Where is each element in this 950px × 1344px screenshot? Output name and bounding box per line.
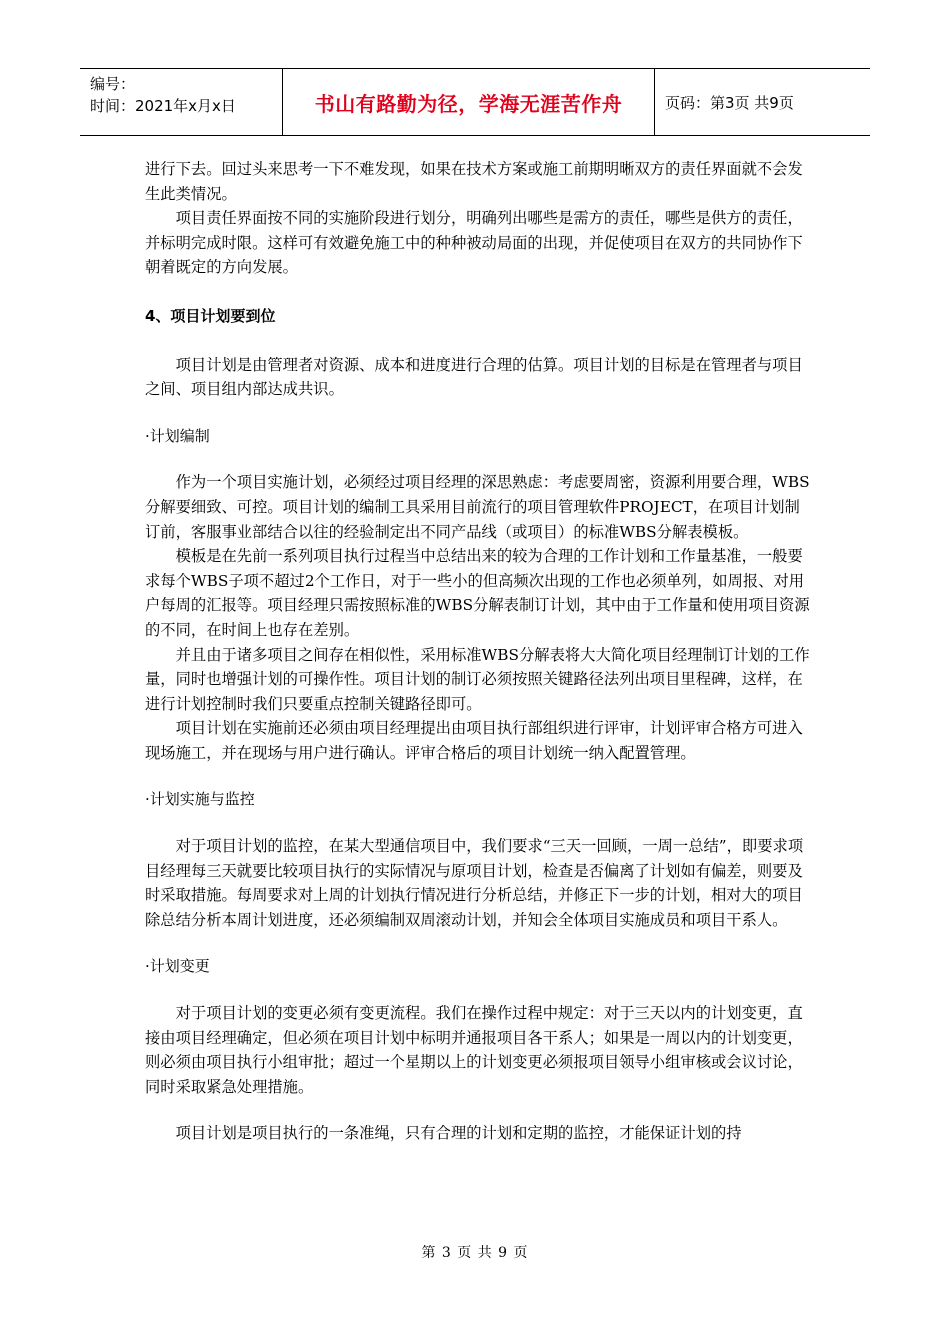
document-header — [80, 68, 870, 136]
paragraph: 项目责任界面按不同的实施阶段进行划分，明确列出哪些是需方的责任，哪些是供方的责任，并标明完成时限。这样可有效避免施工中的种种被动局面的出现，并促使项目在双方的共同协作下朝着既定的方向发展。 — [145, 209, 803, 277]
header-motto: 书山有路勤为径，学海无涯苦作舟 — [283, 69, 655, 135]
page-footer: 第 3 页 共 9 页 — [421, 1245, 529, 1261]
paragraph: 并且由于诸多项目之间存在相似性，采用标准WBS分解表将大大简化项目经理制订计划的工作量，同时也增强计划的可操作性。项目计划的制订必须按照关键路径法列出项目里程碑，这样，在进行计划控制时我们只要重点控制关键路径即可。 — [145, 645, 810, 713]
subsection-heading: ·计划变更 — [145, 957, 210, 976]
header-page-label: 页码：第3页 共9页 — [665, 93, 794, 112]
paragraph: 进行下去。回过头来思考一下不难发现，如果在技术方案或施工前期明晰双方的责任界面就不会发生此类情况。 — [145, 160, 803, 203]
subsection-heading: ·计划实施与监控 — [145, 790, 255, 809]
subsection-heading: ·计划编制 — [145, 426, 210, 445]
paragraph: 项目计划在实施前还必须由项目经理提出由项目执行部组织进行评审，计划评审合格方可进入现场施工，并在现场与用户进行确认。评审合格后的项目计划统一纳入配置管理。 — [145, 719, 803, 762]
date-label: 时间：2021年x月x日 — [90, 97, 236, 115]
paragraph: 模板是在先前一系列项目执行过程当中总结出来的较为合理的工作计划和工作量基准，一般要求每个WBS子项不超过2个工作日，对于一些小的但高频次出现的工作也必须单列，如周报、对用户每周的汇报等。项目经理只需按照标准的WBS分解表制订计划，其中由于工作量和使用项目资源的不同，在时间上也存在差别。 — [145, 547, 810, 639]
paragraph: 项目计划是由管理者对资源、成本和进度进行合理的估算。项目计划的目标是在管理者与项目之间、项目组内部达成共识。 — [145, 355, 803, 399]
header-meta — [80, 69, 283, 135]
section-heading: 4、项目计划要到位 — [145, 306, 276, 325]
paragraph: 对于项目计划的监控，在某大型通信项目中，我们要求“三天一回顾，一周一总结”，即要求项目经理每三天就要比较项目执行的实际情况与原项目计划，检查是否偏离了计划如有偏差，则要及时采取措施。每周要求对上周的计划执行情况进行分析总结，并修正下一步的计划，相对大的项目除总结分析本周计划进度，还必须编制双周滚动计划，并知会全体项目实施成员和项目干系人。 — [145, 837, 804, 929]
paragraph: 对于项目计划的变更必须有变更流程。我们在操作过程中规定：对于三天以内的计划变更，直接由项目经理确定，但必须在项目计划中标明并通报项目各干系人；如果是一周以内的计划变更，则必须由项目执行小组审批；超过一个星期以上的计划变更必须报项目领导小组审核或会议讨论，同时采取紧急处理措施。 — [145, 1004, 803, 1096]
document-body — [145, 157, 810, 1146]
number-label: 编号： — [90, 75, 136, 93]
paragraph: 作为一个项目实施计划，必须经过项目经理的深思熟虑：考虑要周密，资源利用要合理，WBS分解要细致、可控。项目计划的编制工具采用目前流行的项目管理软件PROJECT，在项目计划制订前，客服事业部结合以往的经验制定出不同产品线（或项目）的标准WBS分解表模板。 — [145, 473, 810, 541]
paragraph: 项目计划是项目执行的一条准绳，只有合理的计划和定期的监控，才能保证计划的持 — [175, 1124, 742, 1143]
